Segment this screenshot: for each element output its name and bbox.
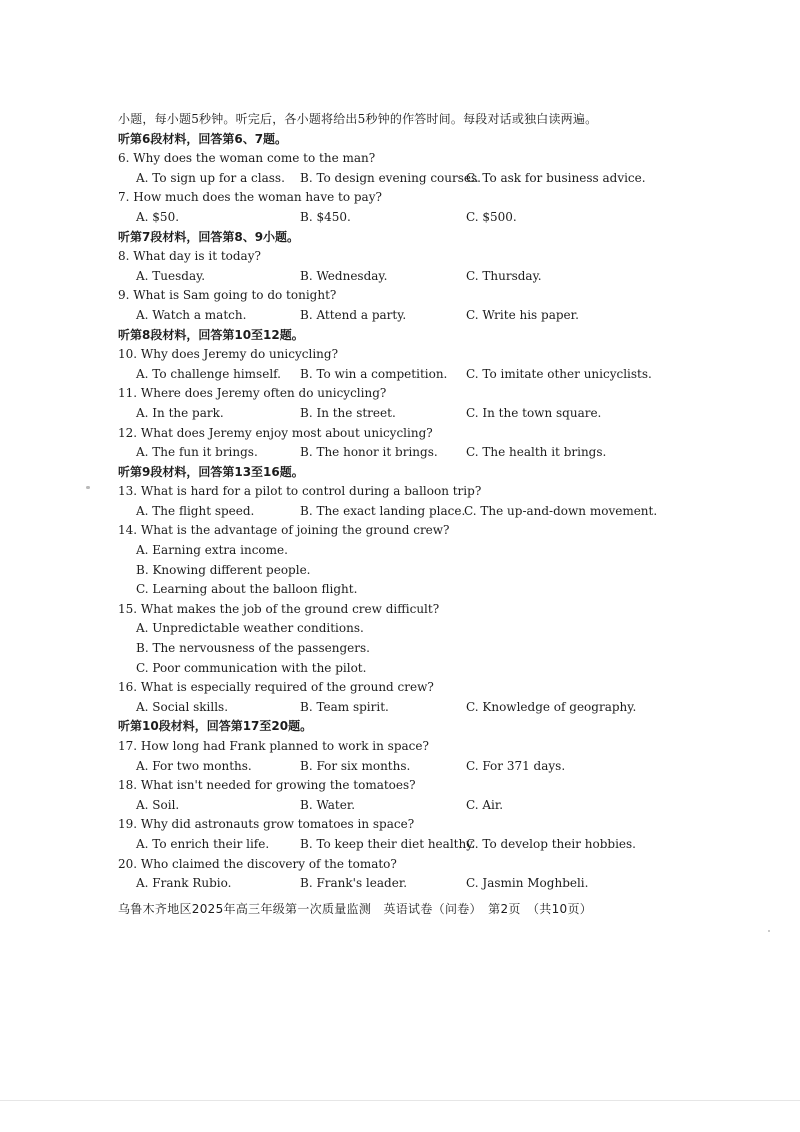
listening-section: [118, 110, 658, 894]
option-c: C. The health it brings.: [466, 445, 607, 460]
question-19: 19. Why did astronauts grow tomatoes in space?: [118, 817, 415, 832]
option-a: A. To challenge himself.: [136, 366, 281, 381]
option-c: C. Knowledge of geography.: [466, 699, 637, 714]
option-a: A. $50.: [136, 209, 180, 224]
option-c: C. The up-and-down movement.: [464, 503, 658, 518]
options-20: [118, 874, 638, 894]
option-a: A. In the park.: [136, 405, 224, 420]
section-header-9: 听第9段材料，回答第13至16题。: [118, 464, 304, 479]
option-b: B. Attend a party.: [300, 307, 407, 322]
scan-edge: [0, 1100, 800, 1101]
option-c: C. Poor communication with the pilot.: [136, 660, 367, 675]
section-header-10: 听第10段材料，回答第17至20题。: [118, 719, 313, 734]
option-b: B. $450.: [300, 209, 351, 224]
options-8: [118, 267, 638, 287]
option-c: C. For 371 days.: [466, 758, 566, 773]
option-b: B. To win a competition.: [300, 366, 448, 381]
section-header-8: 听第8段材料，回答第10至12题。: [118, 327, 304, 342]
question-16: 16. What is especially required of the ground crew?: [118, 680, 434, 695]
question-12: 12. What does Jeremy enjoy most about unicycling?: [118, 425, 433, 440]
options-9: [118, 306, 638, 326]
option-b: B. Wednesday.: [300, 268, 388, 283]
option-a: A. To enrich their life.: [136, 836, 270, 851]
options-17: [118, 757, 638, 777]
options-6: [118, 169, 646, 189]
question-13: 13. What is hard for a pilot to control during a balloon trip?: [118, 484, 482, 499]
question-6: 6. Why does the woman come to the man?: [118, 151, 376, 166]
option-b: B. For six months.: [300, 758, 411, 773]
question-15: 15. What makes the job of the ground crew difficult?: [118, 601, 440, 616]
question-9: 9. What is Sam going to do tonight?: [118, 288, 337, 303]
question-14: 14. What is the advantage of joining the ground crew?: [118, 523, 450, 538]
option-c: C. Jasmin Moghbeli.: [466, 876, 589, 891]
options-16: [118, 698, 638, 718]
option-a: A. Unpredictable weather conditions.: [136, 621, 364, 636]
option-a: A. Soil.: [136, 797, 180, 812]
question-8: 8. What day is it today?: [118, 249, 261, 264]
options-7: [118, 208, 638, 228]
option-b: B. In the street.: [300, 405, 396, 420]
question-17: 17. How long had Frank planned to work in space?: [118, 739, 429, 753]
option-b: B. The exact landing place.: [300, 503, 466, 518]
option-b: B. Water.: [300, 797, 356, 812]
option-b: B. Team spirit.: [300, 699, 389, 714]
option-b: B. The nervousness of the passengers.: [136, 641, 370, 656]
option-c: C. Write his paper.: [466, 307, 579, 322]
section-instructions: 小题，每小题5秒钟。听完后，各小题将给出5秒钟的作答时间。每段对话或独白读两遍。: [118, 112, 598, 126]
option-c: C. $500.: [466, 209, 517, 224]
option-c: C. To develop their hobbies.: [466, 836, 636, 851]
scan-speck: [768, 930, 770, 932]
question-20: 20. Who claimed the discovery of the tomato?: [118, 856, 397, 871]
option-a: A. Earning extra income.: [136, 543, 288, 558]
options-19: [118, 835, 638, 855]
option-c: C. To imitate other unicyclists.: [466, 366, 652, 381]
option-a: A. The fun it brings.: [136, 445, 258, 460]
option-a: A. Social skills.: [136, 699, 229, 714]
option-c: C. Learning about the balloon flight.: [136, 582, 358, 597]
options-18: [118, 796, 638, 816]
question-10: 10. Why does Jeremy do unicycling?: [118, 347, 339, 362]
options-13: [118, 502, 658, 522]
question-11: 11. Where does Jeremy often do unicycling?: [118, 386, 387, 401]
option-c: C. To ask for business advice.: [466, 170, 646, 185]
option-c: C. In the town square.: [466, 405, 602, 420]
options-12: [118, 443, 638, 463]
scan-speck: [86, 486, 90, 489]
option-b: B. Knowing different people.: [136, 562, 311, 577]
option-c: C. Air.: [466, 797, 504, 812]
option-a: A. Frank Rubio.: [136, 876, 232, 891]
section-header-6: 听第6段材料，回答第6、7题。: [118, 131, 288, 146]
option-a: A. Watch a match.: [136, 307, 247, 322]
option-b: B. The honor it brings.: [300, 445, 438, 460]
option-a: A. The flight speed.: [136, 503, 255, 518]
option-c: C. Thursday.: [466, 268, 542, 283]
option-a: A. To sign up for a class.: [136, 170, 285, 185]
question-7: 7. How much does the woman have to pay?: [118, 190, 382, 205]
options-10: [118, 365, 652, 385]
section-header-7: 听第7段材料，回答第8、9小题。: [118, 229, 300, 244]
option-a: A. For two months.: [136, 758, 252, 773]
option-b: B. To design evening courses.: [300, 170, 481, 185]
question-18: 18. What isn't needed for growing the tomatoes?: [118, 778, 416, 793]
options-11: [118, 404, 638, 424]
option-b: B. Frank's leader.: [300, 876, 408, 891]
option-b: B. To keep their diet healthy.: [300, 836, 476, 851]
page-footer: 乌鲁木齐地区2025年高三年级第一次质量监测 英语试卷（问卷） 第2页 （共10页）: [118, 902, 593, 916]
option-a: A. Tuesday.: [136, 268, 206, 283]
